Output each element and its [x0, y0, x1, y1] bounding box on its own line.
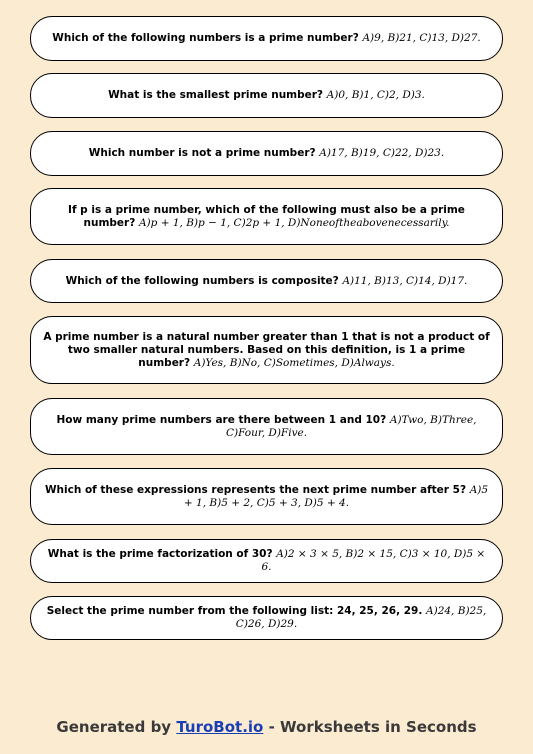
question-8 — [30, 468, 503, 525]
footer-prefix: Generated by — [56, 718, 172, 736]
question-3-text: Which number is not a prime number? — [88, 147, 316, 159]
question-10-text: Select the prime number from the following list: 24, 25, 26, 29. — [46, 605, 423, 617]
question-6-options: A)Yes, B)No, C)Sometimes, D)Always. — [193, 356, 395, 369]
question-4-options: A)p + 1, B)p − 1, C)2p + 1, D)Noneoftheabovenecessarily. — [138, 216, 450, 229]
question-2 — [30, 73, 503, 118]
question-8-options: A)5 + 1, B)5 + 2, C)5 + 3, D)5 + 4. — [183, 483, 489, 509]
question-1-text: Which of the following numbers is a prime number? — [52, 32, 359, 44]
question-9-text: What is the prime factorization of 30? — [47, 548, 273, 560]
footer — [0, 718, 533, 736]
question-6 — [30, 316, 503, 384]
turobot-link[interactable]: TuroBot.io — [176, 718, 264, 736]
question-2-options: A)0, B)1, C)2, D)3. — [326, 89, 425, 101]
question-4-text: If p is a prime number, which of the following must also be a prime number? — [68, 203, 465, 229]
question-9-options: A)2 × 3 × 5, B)2 × 15, C)3 × 10, D)5 × 6. — [261, 548, 486, 573]
question-4 — [30, 188, 503, 245]
question-6-text: A prime number is a natural number greater than 1 that is not a product of two smaller natural numbers. Based on this definition, is 1 a prime number? — [43, 330, 490, 369]
question-3 — [30, 131, 503, 176]
question-5-text: Which of the following numbers is composite? — [65, 274, 339, 287]
question-8-text: Which of these expressions represents the next prime number after 5? — [44, 483, 467, 496]
question-10-options: A)24, B)25, C)26, D)29. — [235, 605, 487, 630]
question-10 — [30, 596, 503, 640]
question-1-options: A)9, B)21, C)13, D)27. — [362, 32, 481, 44]
question-7-text: How many prime numbers are there between 1 and 10? — [56, 413, 387, 426]
footer-suffix: - Worksheets in Seconds — [268, 718, 477, 736]
question-7 — [30, 398, 503, 455]
question-2-text: What is the smallest prime number? — [108, 89, 324, 101]
question-3-options: A)17, B)19, C)22, D)23. — [319, 147, 445, 159]
question-7-options: A)Two, B)Three, C)Four, D)Five. — [225, 413, 477, 439]
question-5 — [30, 259, 503, 303]
question-5-options: A)11, B)13, C)14, D)17. — [342, 274, 468, 287]
question-9 — [30, 539, 503, 583]
question-1 — [30, 16, 503, 61]
